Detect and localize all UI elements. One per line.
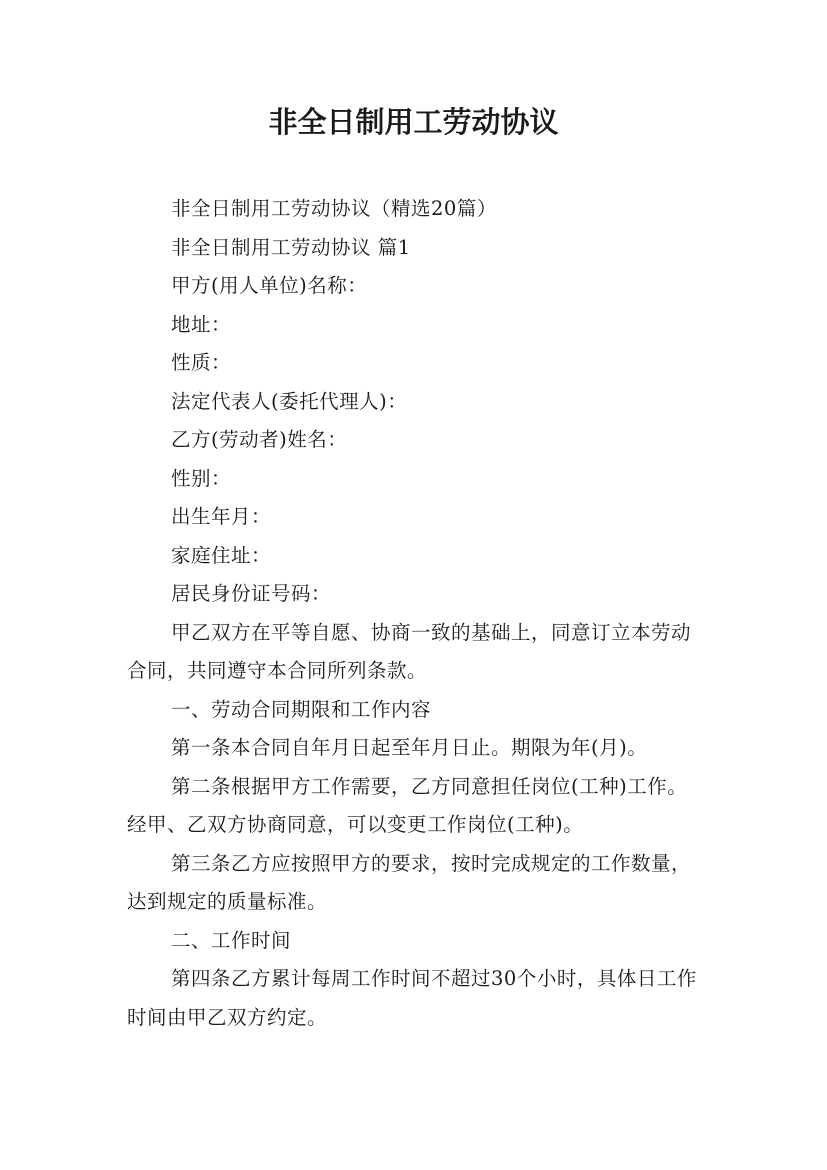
paragraph: 一、劳动合同期限和工作内容 [171,697,432,721]
paragraph: 乙方(劳动者)姓名： [171,428,348,451]
paragraph: 第四条乙方累计每周工作时间不超过30个小时，具体日工作时间由甲乙双方约定。 [127,967,697,1029]
paragraph: 第一条本合同自年月日起至年月日止。期限为年(月)。 [171,736,648,759]
paragraph: 居民身份证号码： [171,582,332,605]
document-body [127,190,707,1037]
paragraph: 家庭住址： [171,543,272,567]
paragraph: 性质： [171,351,232,374]
paragraph: 非全日制用工劳动协议（精选20篇） [171,197,497,220]
paragraph: 出生年月： [171,505,272,528]
paragraph: 甲乙双方在平等自愿、协商一致的基础上，同意订立本劳动合同，共同遵守本合同所列条款。 [127,620,692,682]
paragraph: 二、工作时间 [171,928,292,952]
paragraph: 性别： [171,466,232,490]
paragraph: 第二条根据甲方工作需要，乙方同意担任岗位(工种)工作。经甲、乙双方协商同意，可以变更工作岗位(工种)。 [127,774,688,836]
paragraph: 第三条乙方应按照甲方的要求，按时完成规定的工作数量，达到规定的质量标准。 [127,851,692,913]
paragraph: 法定代表人(委托代理人)： [171,389,408,413]
document-title: 非全日制用工劳动协议 [268,105,559,139]
paragraph: 非全日制用工劳动协议 篇1 [171,235,411,259]
paragraph: 甲方(用人单位)名称： [171,274,368,297]
paragraph: 地址： [171,312,232,336]
